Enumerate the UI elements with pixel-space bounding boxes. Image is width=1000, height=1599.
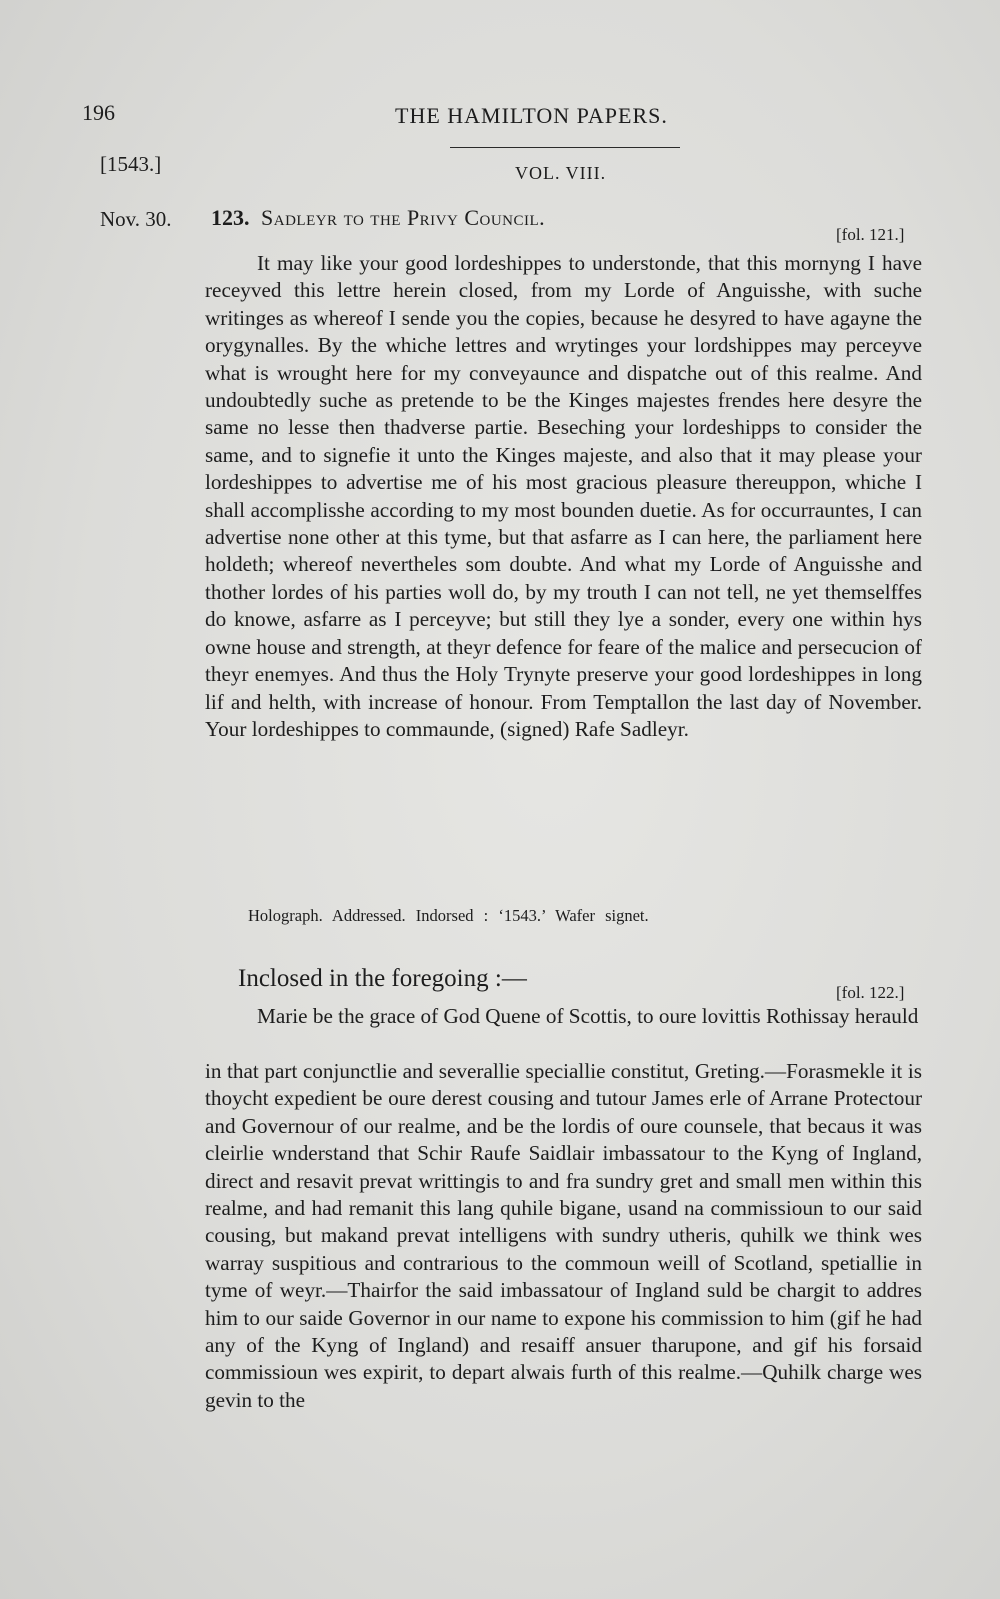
document-heading — [211, 205, 545, 231]
page-number: 196 — [82, 100, 115, 125]
document-title: Sadleyr to the Privy Council. — [261, 205, 546, 230]
document-number: 123. — [211, 205, 250, 230]
document-note: Holograph. Addressed. Indorsed : ‘1543.’ Wafer signet. — [248, 906, 649, 925]
running-title: THE HAMILTON PAPERS. — [395, 103, 668, 128]
inclosure-text: in that part conjunctlie and severallie speciallie constitut, Greting.—Forasmekle it is thoycht expedient be oure derest cousing and tutour James erle of Arrane Protectour and Governour of our realme, and be the lordis of oure counsele, that becaus it was cleirlie wnderstand that Schir Raufe Saidlair imbassatour to the Kyng of Ingland, direct and resavit prevat writtingis to and fra sundry gret and small men within this realme, and had remanit this lang quhile bigane, usand na commissioun to our said cousing, but makand prevat intelligens with sundry utheris, quhilk we think wes warray suspitious and contrarious to the commoun weill of Scotland, spetiallie in tyme of weyr.—Thairfor the said imbassatour of Ingland suld be chargit to addres him to our saide Governor in our name to expone his commission to him (gif he had any of the Kyng of Ingland) and resaiff ansuer tharupone, and gif his forsaid commissioun wes expirit, to depart alwais furth of this realme.—Quhilk charge wes gevin to the — [205, 1059, 922, 1412]
header-rule — [450, 147, 680, 148]
year-marker: [1543.] — [100, 152, 162, 176]
volume-label: VOL. VIII. — [515, 163, 607, 183]
inclosure-heading: Inclosed in the foregoing :— — [238, 965, 527, 992]
document-date: Nov. 30. — [100, 207, 172, 231]
letter-text: It may like your good lordeshippes to understonde, that this mornyng I have receyved this lettre herein closed, from my Lorde of Anguisshe, with suche writinges as whereof I sende you the copies, because he desyred to have agayne the orygynalles. By the whiche lettres and wrytinges your lordshippes may perceyve what is wrought here for my conveyaunce and dispatche out of this realme. And undoubtedly suche as pretende to be the Kinges majestes frendes here desyre the same no lesse then thadverse partie. Beseching your lordeshipps to consider the same, and to signefie it unto the Kinges majeste, and also that it may please your lordeshippes to advertise me of his most gracious pleasure thereuppon, whiche I shall accomplisshe according to my most bounden duetie. As for occurrauntes, I can advertise none other at this tyme, but that asfarre as I can here, the parliament here holdeth; whereof nevertheles som doubte. And what my Lorde of Anguisshe and thother lordes of his parties woll do, by my trouth I can not tell, ne yet themselffes do knowe, asfarre as I perceyve; but still they lye a sonder, every one within hys owne house and strength, at theyr defence for feare of the malice and persecucion of theyr enemyes. And thus the Holy Trynyte preserve your good lordeshippes in long lif and helth, with increase of honour. From Temptallon the last day of November. Your lordeshippes to commaunde, (signed) Rafe Sadleyr. — [205, 251, 922, 741]
folio-reference: [fol. 121.] — [836, 225, 905, 244]
inclosure-opening: Marie be the grace of God Quene of Scottis, to oure lovittis Rothissay herauld — [257, 1004, 919, 1028]
inclosure-folio-reference: [fol. 122.] — [836, 983, 905, 1002]
